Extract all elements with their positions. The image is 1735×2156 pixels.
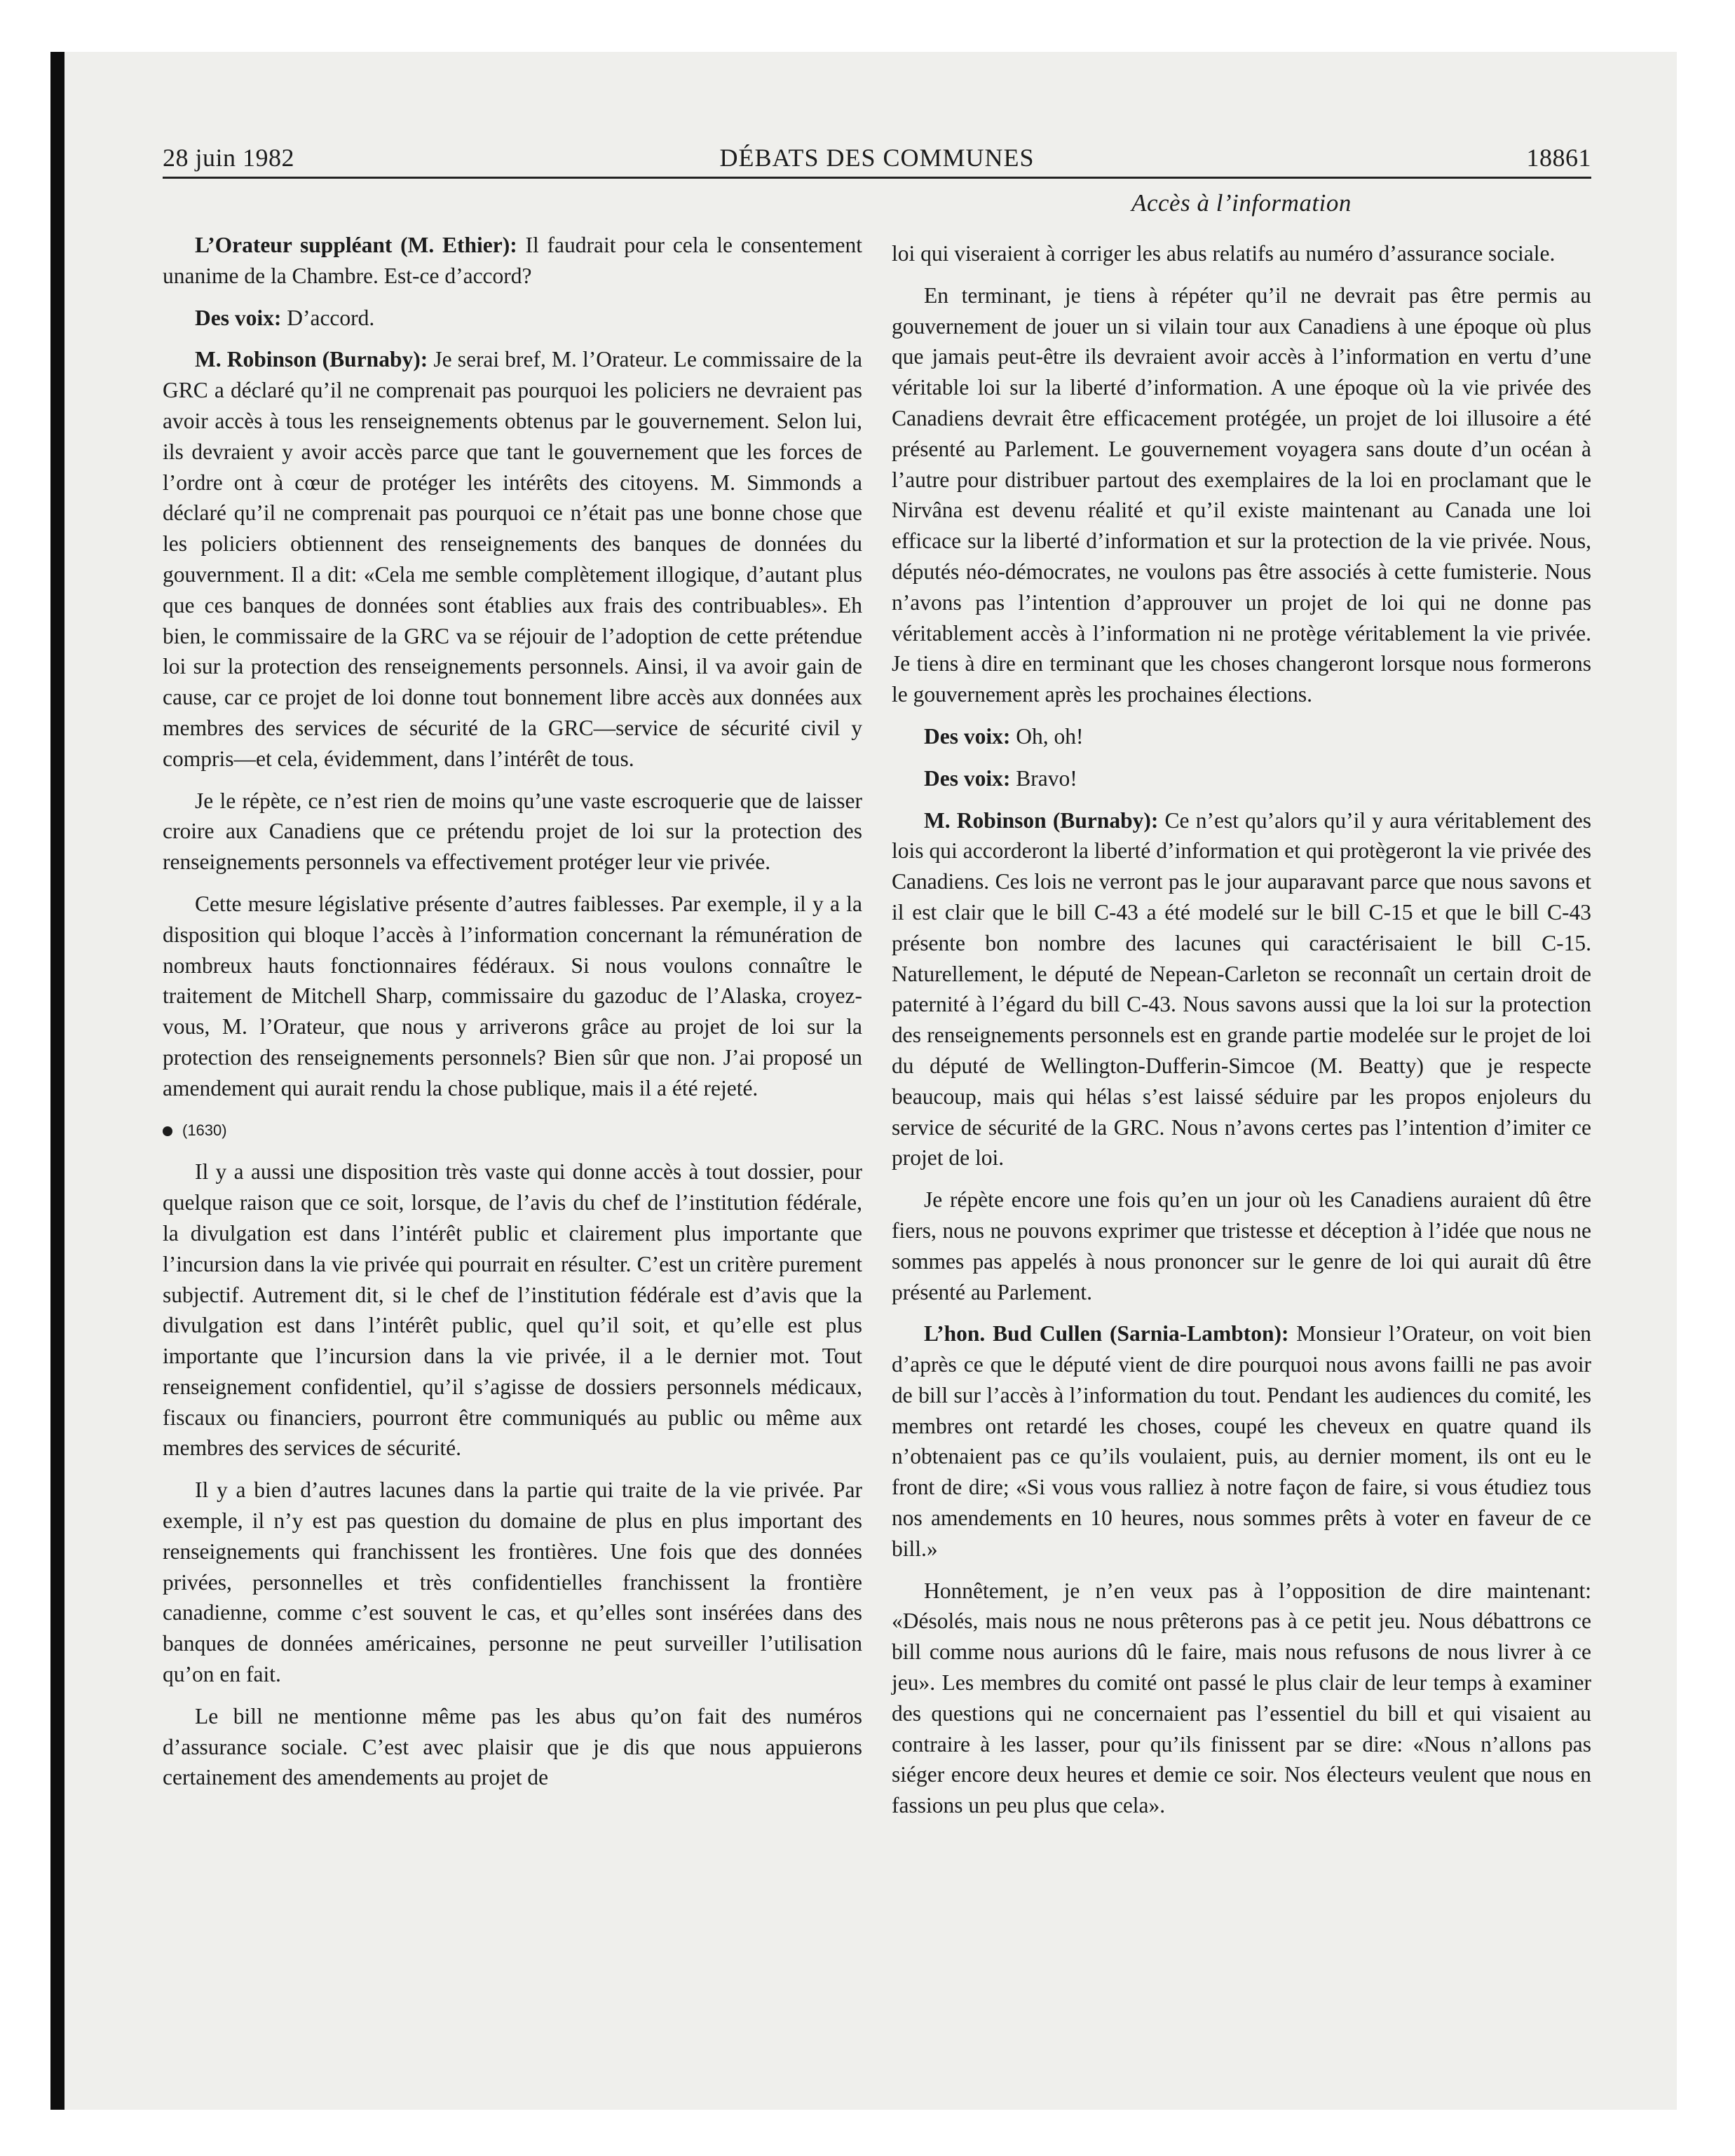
paragraph: Honnêtement, je n’en veux pas à l’opposition de dire maintenant: «Désolés, mais nous ne nous prêterons pas à ce petit jeu. Nous débattrons ce bill comme nous aurions dû le faire, mais nous refusons de nous livrer à ce jeu». Les membres du comité ont passé le plus clair de leur temps à examiner des questions qui ne concernaient pas l’essentiel du bill et qui visaient au contraire à les lasser, pour qu’ils finissent par se dire: «Nous n’allons pas siéger encore deux heures et demie ce soir. Nos électeurs veulent que nous en fassions un peu plus que cela». — [892, 1578, 1591, 1818]
paragraph — [163, 303, 862, 334]
bullet-icon — [163, 1126, 172, 1136]
paragraph-text: Il faudrait pour cela le consentement unanime de la Chambre. Est-ce d’accord? — [163, 233, 863, 288]
paragraph: Le bill ne mentionne même pas les abus qu’on fait des numéros d’assurance sociale. C’est avec plaisir que je dis que nous appuierons certainement des amendements au projet de — [163, 1703, 862, 1790]
paragraph: Il y a aussi une disposition très vaste qui donne accès à tout dossier, pour quelque raison que ce soit, lorsque, de l’avis du chef de l’institution fédérale, la divulgation est dans l’intérêt public et clairement plus importante que l’incursion dans la vie privée qui pourrait en résulter. C’est un critère purement subjectif. Autrement dit, si le chef de l’institution fédérale est d’avis que la divulgation est dans l’intérêt public, quel qu’il soit, et qu’elle est plus importante que l’incursion dans la vie privée, il a le dernier mot. Tout renseignement confidentiel, qu’il s’agisse de dossiers personnels médicaux, fiscaux ou financiers, pourront être communiqués au public ou même aux membres des services de sécurité. — [163, 1159, 862, 1461]
paragraph: Je le répète, ce n’est rien de moins qu’une vaste escroquerie que de laisser croire aux Canadiens que ce prétendu projet de loi sur la protection des renseignements personnels va effectivement protéger leur vie privée. — [163, 788, 862, 875]
speaker-name: Des voix: — [195, 305, 282, 330]
left-column — [163, 230, 862, 1804]
paragraph: En terminant, je tiens à répéter qu’il ne devrait pas être permis au gouvernement de jouer un si vilain tour aux Canadiens à une époque où plus que jamais peut-être ils devraient avoir accès à l’information en vertu d’une véritable loi sur la liberté d’information. A une époque où la vie privée des Canadiens devrait être efficacement protégée, un projet de loi illusoire a été présenté au Parlement. Le gouvernement voyagera sans doute d’un océan à l’autre pour distribuer partout des exemplaires de la loi en proclamant que le Nirvâna est devenu réalité et qu’il existe maintenant au Canada une loi efficace sur la liberté d’information et sur la protection de la vie privée. Nous, députés néo-démocrates, ne voulons pas être associés à cette fumisterie. Nous n’avons pas l’intention d’approuver un projet de loi qui ne donne pas véritablement accès à l’information ni ne protège véritablement la vie privée. Je tiens à dire en terminant que les choses changeront lorsque nous formerons le gouvernement après les prochaines élections. — [892, 282, 1591, 707]
paragraph: Je répète encore une fois qu’en un jour où les Canadiens auraient dû être fiers, nous ne pouvons exprimer que tristesse et déception à l’idée que nous ne sommes pas appelés à nous prononcer sur le genre de loi qui aurait dû être présenté au Parlement. — [892, 1187, 1591, 1304]
paragraph — [892, 763, 1591, 794]
speaker-name: L’Orateur suppléant (M. Ethier): — [195, 233, 517, 257]
speaker-name: Des voix: — [924, 765, 1011, 791]
paragraph — [892, 805, 1591, 1174]
header-date: 28 juin 1982 — [163, 144, 295, 172]
binding-edge — [50, 52, 64, 2110]
paragraph: loi qui viseraient à corriger les abus relatifs au numéro d’assurance sociale. — [892, 241, 1556, 266]
page-header — [163, 137, 1591, 177]
paragraph: Cette mesure législative présente d’autres faiblesses. Par exemple, il y a la disposition qui bloque l’accès à l’information concernant la rémunération de nombreux hauts fonctionnaires fédéraux. Si nous voulons connaître le traitement de Mitchell Sharp, commissaire du gazoduc de l’Alaska, croyez-vous, M. l’Orateur, que nous y arriverons grâce au projet de loi sur la protection des renseignements personnels? Bien sûr que non. J’ai proposé un amendement qui aurait rendu la chose publique, mais il a été rejeté. — [163, 891, 862, 1100]
time-marker — [163, 1115, 862, 1146]
paragraph-text: D’accord. — [281, 305, 375, 330]
paragraph — [892, 1318, 1591, 1564]
paragraph-text: Monsieur l’Orateur, on voit bien d’après ce que le député vient de dire pourquoi nous avons failli ne pas avoir de bill sur l’accès à l’information du tout. Pendant les audiences du comité, les membres ont retardé les choses, coupé les cheveux en quatre quand ils n’obtenaient pas ce qu’ils voulaient, puis, au dernier moment, ils ont eu le front de dire; «Si vous vous ralliez à notre façon de faire, si vous étudiez tous nos amendements en 10 heures, nous sommes prêts à voter en faveur de ce bill.» — [892, 1321, 1591, 1561]
section-title: Accès à l’information — [1131, 189, 1352, 217]
paragraph-text: Je serai bref, M. l’Orateur. Le commissaire de la GRC a déclaré qu’il ne comprenait pas pourquoi les policiers ne devraient pas avoir accès à tous les renseignements obtenus par le gouvernement. Selon lui, ils devraient y avoir accès parce que tant le gouvernement que les forces de l’ordre ont à cœur de protéger les intérêts des citoyens. M. Simmonds a déclaré qu’il ne comprenait pas pourquoi ce n’était pas une bonne chose que les policiers obtiennent des renseignements des banques de données du gouvernment. Il a dit: «Cela me semble complètement illogique, d’autant plus que ces banques de données sont établies aux frais des contribuables». Eh bien, le commissaire de la GRC va se réjouir de l’adoption de cette prétendue loi sur la protection des renseignements personnels. Ainsi, il va avoir gain de cause, car ce projet de loi donne tout bonnement libre accès aux données aux membres des services de sécurité de la GRC—service de sécurité civil y compris—et cela, évidemment, dans l’intérêt de tous. — [163, 347, 862, 771]
paragraph — [892, 721, 1591, 752]
right-column — [892, 238, 1591, 1832]
speaker-name: L’hon. Bud Cullen (Sarnia-Lambton): — [924, 1321, 1289, 1346]
paragraph: Il y a bien d’autres lacunes dans la partie qui traite de la vie privée. Par exemple, il n’y est pas question du domaine de plus en plus important des renseignements qui franchissent les frontières. Une fois que des données privées, personnelles et très confidentielles franchissent la frontière canadienne, comme c’est souvent le cas, et qu’elles sont insérées dans des banques de données américaines, personne ne peut surveiller l’utilisation qu’on en fait. — [163, 1478, 862, 1687]
header-page-number: 18861 — [1526, 144, 1591, 172]
paragraph — [163, 344, 862, 774]
header-title: DÉBATS DES COMMUNES — [719, 144, 1035, 172]
paragraph-text: Ce n’est qu’alors qu’il y aura véritablement des lois qui accorderont la liberté d’information et qui protègeront la vie privée des Canadiens. Ces lois ne verront pas le jour auparavant parce que nous savons et il est clair que le bill C-43 a été modelé sur le bill C-15 et que le bill C-43 présente bon nombre des lacunes qui caractérisaient le bill C-15. Naturellement, le député de Nepean-Carleton se reconnaît un certain droit de paternité à l’égard du bill C-43. Nous savons aussi que la loi sur la protection des renseignements personnels est en grande partie modelée sur le projet de loi du député de Wellington-Dufferin-Simcoe (M. Beatty) que je respecte beaucoup, mais qui hélas s’est laissé séduire par les propos enjoleurs du service de sécurité de la GRC. Nous n’avons certes pas l’intention d’imiter ce projet de loi. — [892, 807, 1591, 1171]
time-marker-text: (1630) — [182, 1121, 227, 1139]
paragraph-text: Oh, oh! — [1010, 723, 1084, 749]
speaker-name: M. Robinson (Burnaby): — [195, 347, 428, 372]
header-rule — [163, 177, 1591, 179]
paragraph-text: Bravo! — [1010, 765, 1077, 791]
paragraph — [163, 230, 862, 292]
speaker-name: M. Robinson (Burnaby): — [924, 807, 1159, 833]
speaker-name: Des voix: — [924, 723, 1011, 749]
